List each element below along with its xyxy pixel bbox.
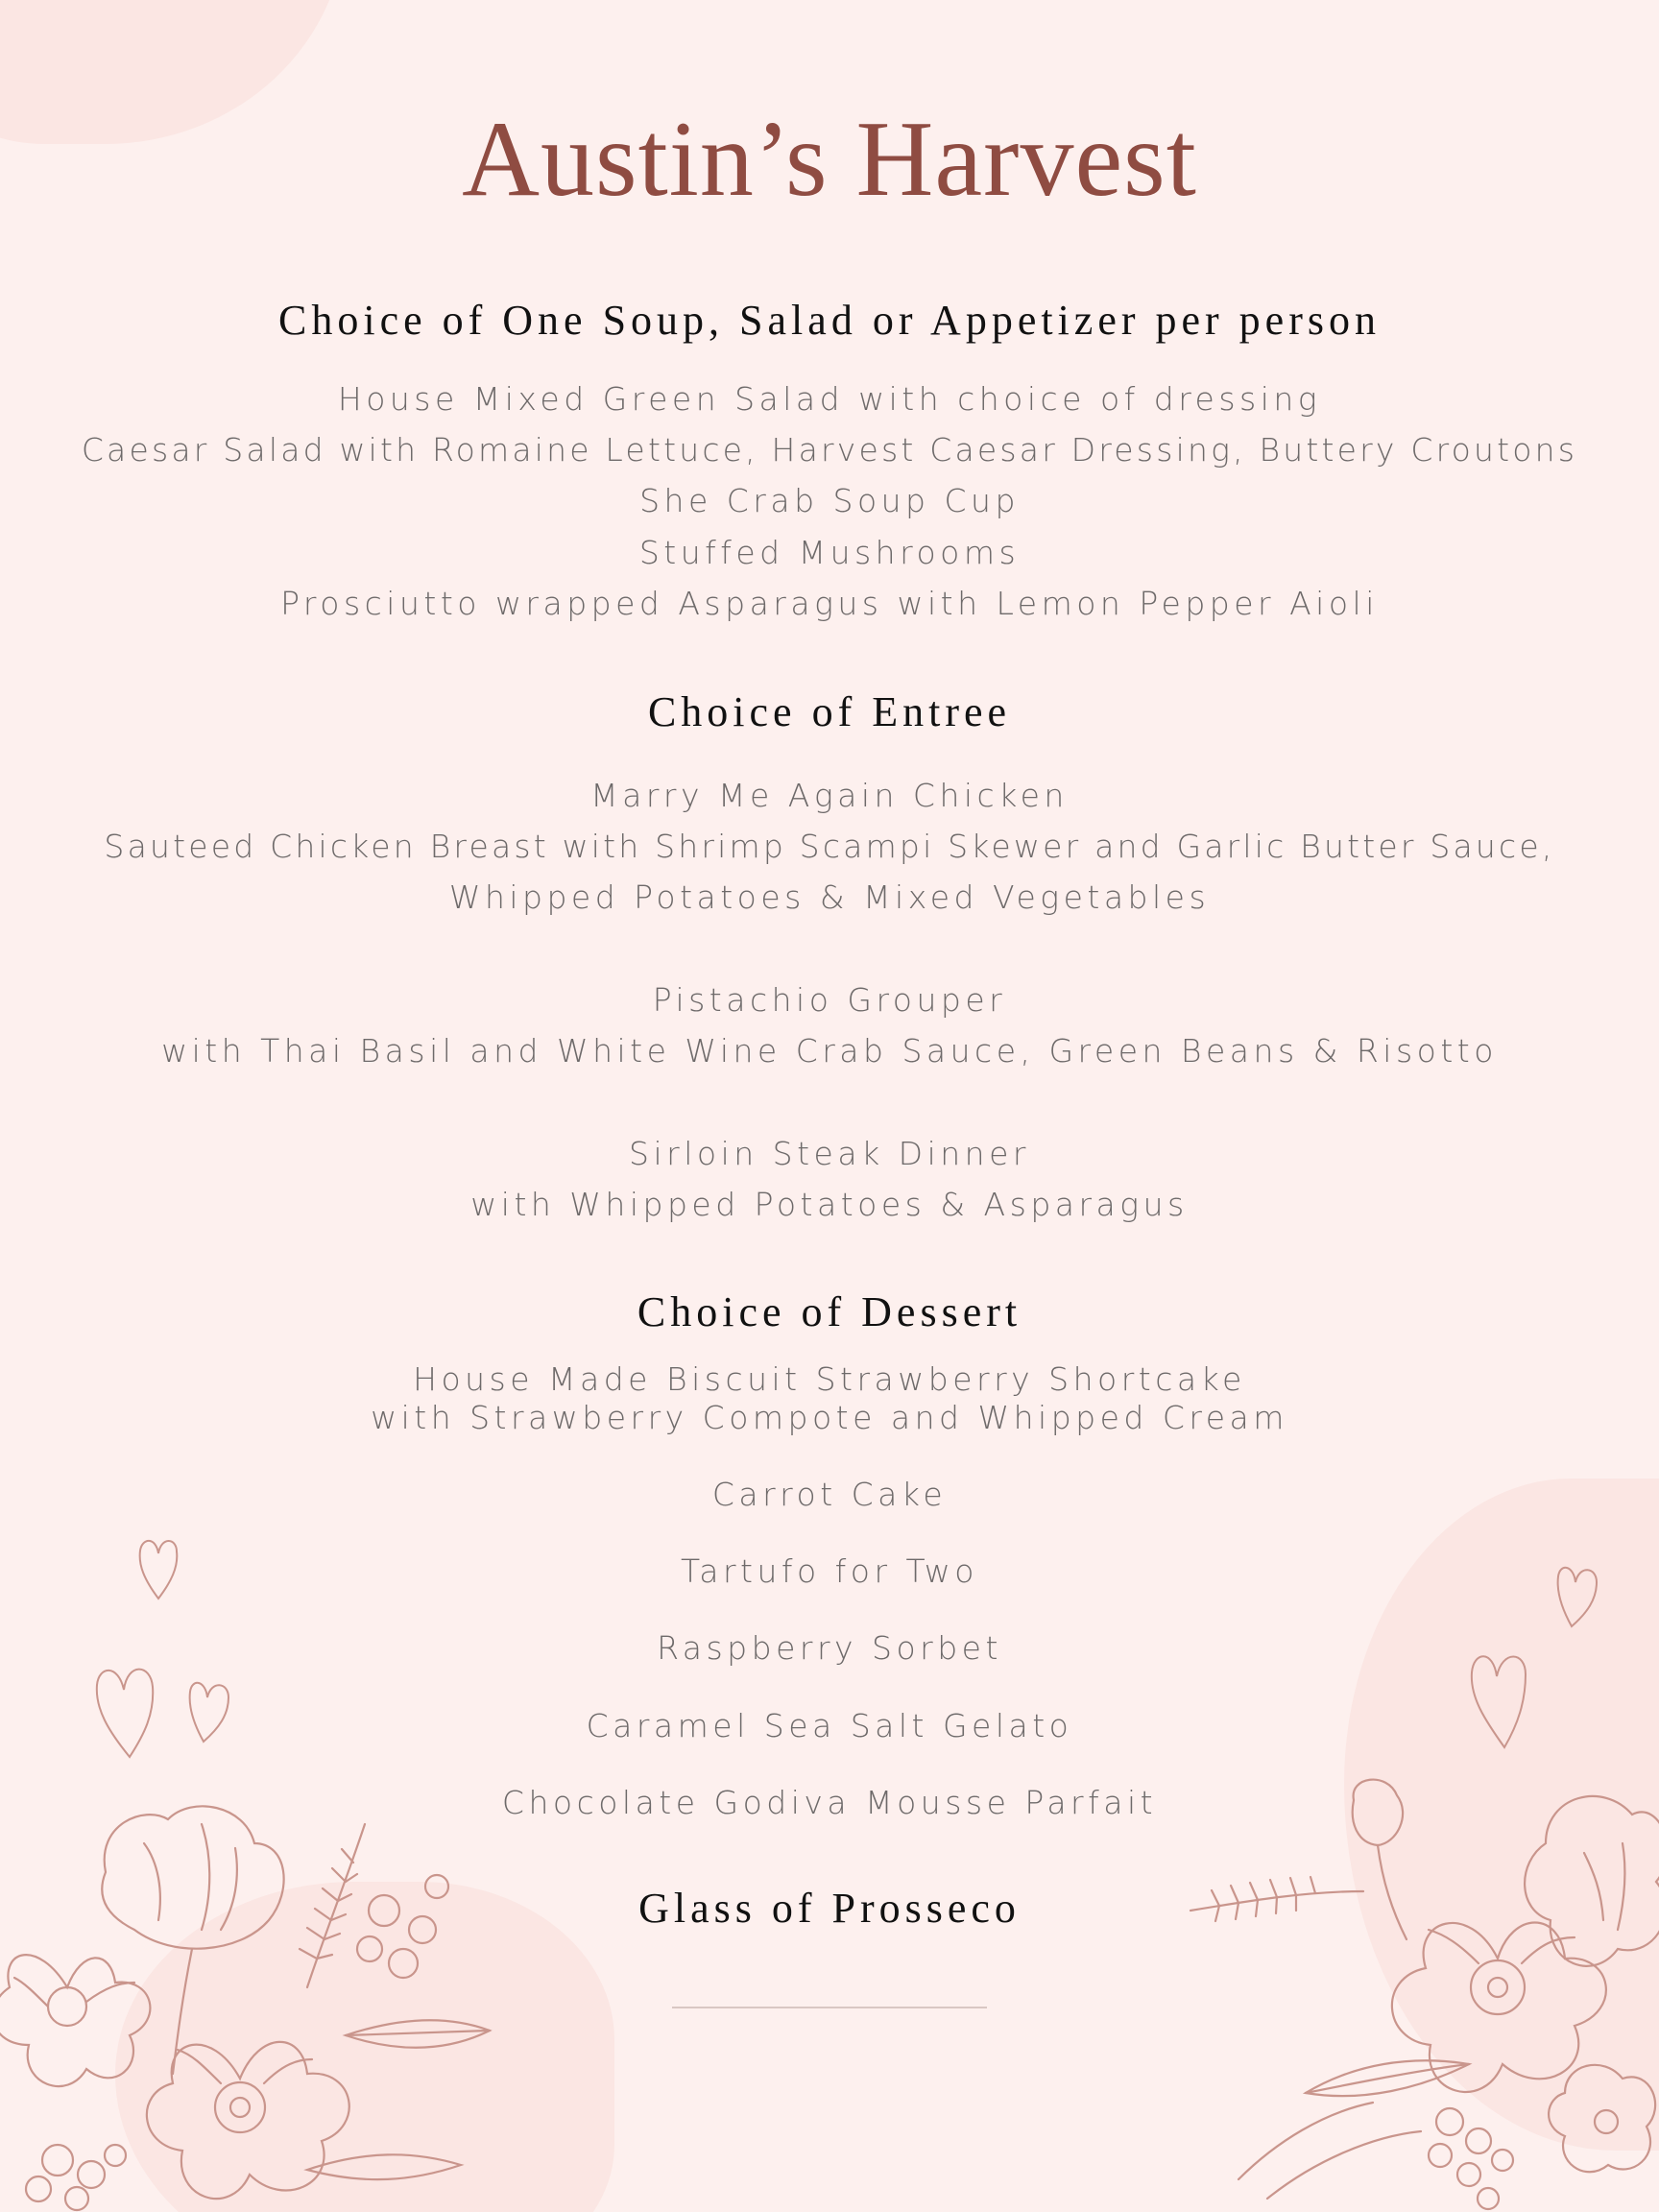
restaurant-title: Austin’s Harvest	[462, 100, 1197, 219]
heart-icon	[1464, 1642, 1531, 1752]
menu-item-description: with Thai Basil and White Wine Crab Sauce, Green Beans & Risotto	[161, 1032, 1498, 1070]
menu-item-description: with Strawberry Compote and Whipped Cream	[371, 1399, 1288, 1436]
menu-item: Caramel Sea Salt Gelato	[586, 1707, 1073, 1744]
menu-item: Prosciutto wrapped Asparagus with Lemon Pepper Aioli	[280, 585, 1379, 622]
menu-item: Raspberry Sorbet	[657, 1629, 1002, 1667]
menu-item-name: Marry Me Again Chicken	[590, 777, 1069, 814]
heart-icon	[1551, 1553, 1603, 1630]
section-heading-desserts: Choice of Dessert	[637, 1288, 1022, 1335]
section-heading-drink: Glass of Prosseco	[638, 1885, 1021, 1932]
menu-item-description: Sauteed Chicken Breast with Shrimp Scampi Skewer and Garlic Butter Sauce,	[104, 828, 1555, 865]
menu-item-description: Whipped Potatoes & Mixed Vegetables	[448, 878, 1211, 916]
heart-icon	[134, 1527, 182, 1603]
divider	[672, 2007, 987, 2008]
menu-item-name: Sirloin Steak Dinner	[629, 1135, 1030, 1172]
floral-bouquet-left-icon	[0, 1786, 499, 2212]
menu-item: Tartufo for Two	[681, 1552, 978, 1590]
section-heading-starters: Choice of One Soup, Salad or Appetizer per person	[278, 297, 1381, 344]
menu-item: Chocolate Godiva Mousse Parfait	[501, 1784, 1158, 1821]
menu-item: House Made Biscuit Strawberry Shortcake	[413, 1360, 1246, 1398]
section-heading-entrees: Choice of Entree	[647, 688, 1012, 735]
menu-item-description: with Whipped Potatoes & Asparagus	[470, 1186, 1189, 1223]
menu-item: Stuffed Mushrooms	[638, 534, 1021, 571]
menu-item: Caesar Salad with Romaine Lettuce, Harvest Caesar Dressing, Buttery Croutons	[81, 431, 1578, 469]
floral-bouquet-right-icon	[1181, 1776, 1659, 2212]
menu-item: She Crab Soup Cup	[639, 482, 1020, 519]
heart-icon	[182, 1669, 235, 1745]
menu-item: Carrot Cake	[711, 1476, 948, 1513]
heart-icon	[91, 1656, 158, 1762]
menu-item-name: Pistachio Grouper	[652, 981, 1007, 1019]
menu-item: House Mixed Green Salad with choice of dressing	[337, 380, 1322, 418]
